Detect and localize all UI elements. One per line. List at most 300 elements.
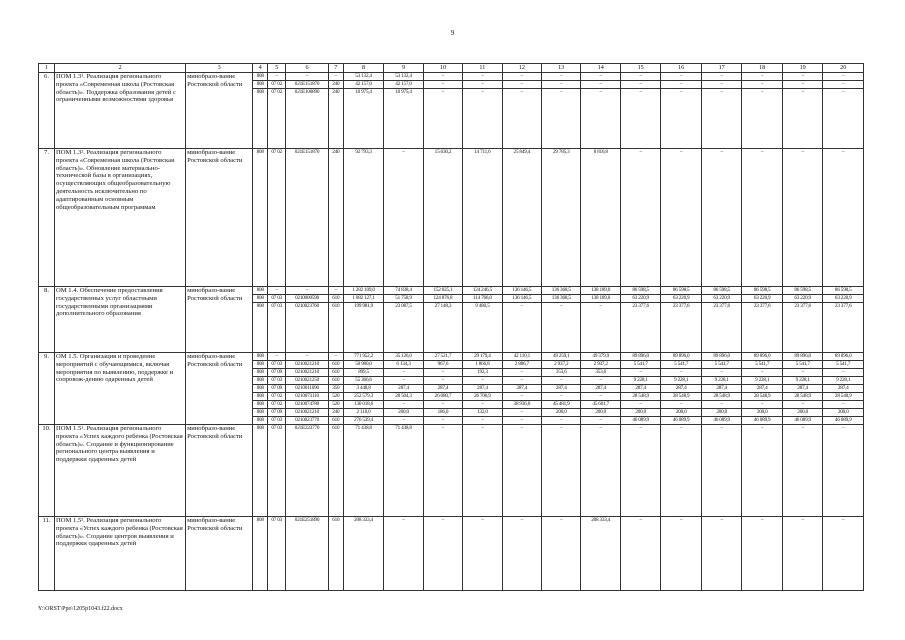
value-cell: 252 579,3	[343, 393, 384, 401]
header-cell: 2	[54, 64, 185, 73]
value-cell: 610	[328, 369, 343, 377]
value-cell: 10 975,4	[343, 89, 384, 149]
header-cell: 1	[39, 64, 55, 73]
value-cell: 23 377,6	[782, 303, 823, 353]
value-cell: 63 220,9	[661, 295, 702, 303]
value-cell: 27 521,7	[423, 353, 462, 361]
table-row	[39, 425, 864, 517]
value-cell: 63 220,9	[620, 295, 661, 303]
value-cell: 25 849,4	[502, 149, 541, 287]
value-cell: 5 541,7	[661, 361, 702, 369]
value-cell: –	[782, 401, 823, 409]
value-cell: –	[742, 369, 783, 377]
program-name: ПОМ 1.5². Реализация регионального проекта «Успех каждого ребенка (Ростовская область)». Создание центров выявления и поддержки одаренных детей	[54, 517, 185, 591]
value-cell: 6 134,3	[384, 361, 423, 369]
value-cell: 1 082 127,1	[343, 295, 384, 303]
value-cell: 021E151870	[286, 81, 329, 89]
value-cell: –	[384, 149, 423, 287]
value-cell: –	[782, 73, 823, 81]
value-cell: 3 448,8	[343, 385, 384, 393]
value-cell: –	[742, 517, 783, 591]
value-cell: –	[423, 89, 462, 149]
value-cell: 1 866,8	[463, 361, 502, 369]
value-cell: 07 03	[268, 517, 286, 591]
value-cell: 28 548,9	[701, 393, 742, 401]
value-cell: 771 952,2	[343, 353, 384, 361]
value-cell: 186,0	[423, 409, 462, 417]
value-cell: –	[823, 401, 864, 409]
value-cell: 136 368,5	[542, 287, 581, 295]
header-cell: 5	[268, 64, 286, 73]
value-cell: –	[463, 401, 502, 409]
value-cell: 808	[253, 393, 268, 401]
value-cell: –	[742, 73, 783, 81]
program-name: ПОМ 1.3¹. Реализация регионального проекта «Современная школа (Ростовская область)». Поддержка образования детей с ограниченными возможностями здоровья	[54, 73, 185, 149]
value-cell: –	[384, 377, 423, 385]
value-cell: 520	[328, 393, 343, 401]
value-cell: 200,0	[782, 409, 823, 417]
value-cell: –	[661, 369, 702, 377]
value-cell: 46 089,9	[620, 417, 661, 425]
value-cell: 07 02	[268, 149, 286, 287]
value-cell: 130 018,6	[343, 401, 384, 409]
value-cell: 808	[253, 401, 268, 409]
value-cell: 136 146,5	[502, 287, 541, 295]
value-cell: 021E100890	[286, 89, 329, 149]
header-cell: 13	[542, 64, 581, 73]
header-row	[39, 64, 864, 73]
value-cell: –	[384, 369, 423, 377]
value-cell: 5 541,7	[620, 361, 661, 369]
value-cell: 45 481,9	[542, 401, 581, 409]
value-cell: –	[384, 517, 423, 591]
value-cell: –	[581, 89, 620, 149]
value-cell: –	[542, 417, 581, 425]
value-cell: 200,0	[620, 409, 661, 417]
value-cell: –	[701, 81, 742, 89]
value-cell: 07 02	[268, 401, 286, 409]
header-cell: 6	[286, 64, 329, 73]
value-cell: –	[782, 517, 823, 591]
header-cell: 15	[620, 64, 661, 73]
value-cell: 86 598,5	[823, 287, 864, 295]
value-cell: 192,3	[463, 369, 502, 377]
value-cell: 46 089,9	[661, 417, 702, 425]
value-cell: –	[620, 89, 661, 149]
program-name: ОМ 1.5. Организация и проведение мероприятий с обучающимися, включая мероприятия по выявлению, поддержке и сопровож-дению одаренных детей	[54, 353, 185, 425]
value-cell: 29 785,3	[542, 149, 581, 287]
value-cell: 0210023760	[286, 303, 329, 353]
value-cell: –	[823, 81, 864, 89]
value-cell: –	[620, 149, 661, 287]
value-cell: –	[661, 81, 702, 89]
value-cell: 9 228,1	[620, 377, 661, 385]
value-cell: –	[542, 377, 581, 385]
value-cell: –	[701, 517, 742, 591]
value-cell: 208 333,4	[581, 517, 620, 591]
value-cell: –	[463, 517, 502, 591]
table-row	[39, 287, 864, 295]
value-cell: 23 377,6	[620, 303, 661, 353]
value-cell: 5 541,7	[823, 361, 864, 369]
value-cell: 276 539,4	[343, 417, 384, 425]
value-cell: 287,4	[463, 385, 502, 393]
value-cell: –	[742, 149, 783, 287]
value-cell: –	[782, 425, 823, 517]
value-cell: –	[542, 89, 581, 149]
value-cell: 86 598,5	[661, 287, 702, 295]
value-cell: 28 548,9	[782, 393, 823, 401]
value-cell: 2 937,2	[581, 361, 620, 369]
value-cell: –	[823, 89, 864, 149]
value-cell: –	[502, 303, 541, 353]
value-cell: –	[782, 81, 823, 89]
value-cell: 350	[328, 385, 343, 393]
value-cell: 46 089,9	[742, 417, 783, 425]
value-cell: 808	[253, 303, 268, 353]
value-cell: –	[423, 417, 462, 425]
value-cell: 124 246,5	[463, 287, 502, 295]
value-cell: 5 541,7	[782, 361, 823, 369]
value-cell: –	[701, 73, 742, 81]
value-cell: 86 598,5	[620, 287, 661, 295]
value-cell: –	[463, 417, 502, 425]
value-cell: 200,0	[742, 409, 783, 417]
value-cell: 808	[253, 89, 268, 149]
value-cell: 610	[328, 517, 343, 591]
value-cell: 5 541,7	[742, 361, 783, 369]
value-cell: 240	[328, 81, 343, 89]
value-cell: –	[782, 89, 823, 149]
header-cell: 4	[253, 64, 268, 73]
value-cell: 287,4	[581, 385, 620, 393]
program-name: ПОМ 1.5¹. Реализация регионального проекта «Успех каждого ребенка (Ростовская область)». Создание и функционирование регионального центра выявления и поддержки одаренных детей	[54, 425, 185, 517]
value-cell: –	[661, 89, 702, 149]
value-cell: 55 366,6	[343, 377, 384, 385]
value-cell: –	[661, 149, 702, 287]
value-cell: 14 711,6	[463, 149, 502, 287]
value-cell: 49 259,1	[542, 353, 581, 361]
value-cell: –	[384, 417, 423, 425]
value-cell: 287,4	[542, 385, 581, 393]
value-cell: 23 377,6	[823, 303, 864, 353]
value-cell: 07 03	[268, 417, 286, 425]
header-cell: 8	[343, 64, 384, 73]
value-cell: 287,4	[782, 385, 823, 393]
value-cell: 200,0	[661, 409, 702, 417]
value-cell: 021E251890	[286, 517, 329, 591]
value-cell: 132,0	[463, 409, 502, 417]
value-cell: 899,5	[343, 369, 384, 377]
value-cell: –	[742, 425, 783, 517]
value-cell: 23 377,6	[742, 303, 783, 353]
value-cell: 07 03	[268, 377, 286, 385]
value-cell: 07 09	[268, 385, 286, 393]
value-cell: –	[328, 73, 343, 81]
value-cell: 26 080,7	[423, 393, 462, 401]
value-cell: 63 220,9	[782, 295, 823, 303]
value-cell: 28 504,3	[384, 393, 423, 401]
header-cell: 18	[742, 64, 783, 73]
value-cell: 0210021210	[286, 361, 329, 369]
value-cell: 2 886,7	[502, 361, 541, 369]
value-cell: –	[701, 425, 742, 517]
header-cell: 9	[384, 64, 423, 73]
executor: минобразо-вание Ростовской области	[186, 353, 253, 425]
budget-table	[38, 63, 864, 591]
value-cell: 520	[328, 401, 343, 409]
value-cell: 124 876,8	[423, 295, 462, 303]
value-cell: 287,4	[701, 385, 742, 393]
value-cell: 46 089,9	[823, 417, 864, 425]
value-cell: 610	[328, 303, 343, 353]
value-cell: –	[542, 393, 581, 401]
value-cell: 45 601,7	[581, 401, 620, 409]
value-cell: –	[823, 149, 864, 287]
value-cell: 353,6	[542, 369, 581, 377]
header-cell: 19	[782, 64, 823, 73]
value-cell: 9 228,1	[701, 377, 742, 385]
value-cell: 808	[253, 353, 268, 361]
value-cell: 0210073110	[286, 393, 329, 401]
value-cell: –	[661, 73, 702, 81]
value-cell: –	[701, 149, 742, 287]
value-cell: –	[423, 401, 462, 409]
row-number: 10.	[39, 425, 55, 517]
value-cell: –	[542, 517, 581, 591]
value-cell: 9 228,1	[782, 377, 823, 385]
value-cell: –	[701, 369, 742, 377]
value-cell: –	[581, 73, 620, 81]
value-cell: –	[268, 287, 286, 295]
value-cell: –	[581, 425, 620, 517]
value-cell: 42 157,0	[343, 81, 384, 89]
value-cell: 50 980,0	[343, 361, 384, 369]
value-cell: 2 118,0	[343, 409, 384, 417]
value-cell: 5 541,7	[701, 361, 742, 369]
header-cell: 14	[581, 64, 620, 73]
header-cell: 17	[701, 64, 742, 73]
value-cell: 86 598,5	[701, 287, 742, 295]
value-cell: 353,6	[581, 369, 620, 377]
value-cell: 89 896,0	[661, 353, 702, 361]
value-cell: –	[782, 369, 823, 377]
table-row	[39, 149, 864, 287]
value-cell: 38 936,0	[502, 401, 541, 409]
table-row	[39, 353, 864, 361]
value-cell: 71 438,8	[343, 425, 384, 517]
value-cell: –	[463, 73, 502, 81]
value-cell: –	[620, 517, 661, 591]
value-cell: 8 816,8	[581, 149, 620, 287]
value-cell: –	[701, 401, 742, 409]
value-cell: 07 03	[268, 295, 286, 303]
value-cell: –	[268, 73, 286, 81]
value-cell: 136 368,5	[542, 295, 581, 303]
value-cell: 23 377,6	[701, 303, 742, 353]
value-cell: 808	[253, 385, 268, 393]
value-cell: 0210021210	[286, 409, 329, 417]
value-cell: –	[620, 81, 661, 89]
value-cell: 89 896,0	[701, 353, 742, 361]
value-cell: –	[286, 287, 329, 295]
value-cell: –	[423, 517, 462, 591]
value-cell: 28 548,9	[742, 393, 783, 401]
value-cell: 136 146,5	[502, 295, 541, 303]
value-cell: –	[620, 369, 661, 377]
value-cell: 86 598,5	[742, 287, 783, 295]
value-cell: 53 132,4	[384, 73, 423, 81]
value-cell: 200,0	[823, 409, 864, 417]
value-cell: 287,4	[742, 385, 783, 393]
value-cell: 199 981,9	[343, 303, 384, 353]
value-cell: 0210000590	[286, 295, 329, 303]
value-cell: –	[823, 517, 864, 591]
value-cell: 152 025,1	[423, 287, 462, 295]
value-cell: 53 132,4	[343, 73, 384, 81]
value-cell: 200,0	[581, 409, 620, 417]
value-cell: –	[581, 377, 620, 385]
value-cell: 138 189,0	[581, 295, 620, 303]
value-cell: –	[423, 73, 462, 81]
value-cell: 287,4	[423, 385, 462, 393]
value-cell: –	[661, 517, 702, 591]
row-number: 11.	[39, 517, 55, 591]
value-cell: –	[502, 393, 541, 401]
value-cell: 07 03	[268, 361, 286, 369]
value-cell: –	[581, 393, 620, 401]
value-cell: –	[742, 401, 783, 409]
value-cell: 63 220,9	[701, 295, 742, 303]
value-cell: 89 896,0	[742, 353, 783, 361]
value-cell: –	[823, 369, 864, 377]
value-cell: 610	[328, 425, 343, 517]
value-cell: –	[502, 89, 541, 149]
value-cell: 021E151870	[286, 149, 329, 287]
header-cell: 16	[661, 64, 702, 73]
value-cell: 26 700,9	[463, 393, 502, 401]
value-cell: 07 03	[268, 303, 286, 353]
value-cell: 89 896,0	[782, 353, 823, 361]
value-cell: 808	[253, 425, 268, 517]
value-cell: 27 148,3	[423, 303, 462, 353]
value-cell: 610	[328, 361, 343, 369]
value-cell: –	[742, 89, 783, 149]
value-cell: 89 896,0	[620, 353, 661, 361]
value-cell: –	[328, 287, 343, 295]
value-cell: 021E223770	[286, 425, 329, 517]
value-cell: 92 793,3	[343, 149, 384, 287]
value-cell: –	[423, 425, 462, 517]
value-cell: 9 228,1	[823, 377, 864, 385]
value-cell: –	[423, 377, 462, 385]
value-cell: –	[502, 73, 541, 81]
value-cell: 287,4	[620, 385, 661, 393]
value-cell: 287,4	[384, 385, 423, 393]
program-name: ПОМ 1.3². Реализация регионального проекта «Современная школа (Ростовская область)». Обновление материально-технической базы в организациях, осуществляющих общеобразовательную деятельность исключительно по адаптированным основным общеобразовательным программам	[54, 149, 185, 287]
value-cell: 1 282 109,0	[343, 287, 384, 295]
value-cell: 240	[328, 409, 343, 417]
value-cell: 138 189,0	[581, 287, 620, 295]
value-cell: 0210023770	[286, 417, 329, 425]
value-cell: 9 480,5	[463, 303, 502, 353]
value-cell: 808	[253, 417, 268, 425]
executor: минобразо-вание Ростовской области	[186, 73, 253, 149]
value-cell: –	[502, 369, 541, 377]
row-number: 9.	[39, 353, 55, 425]
page-number: 9	[450, 29, 455, 37]
value-cell: 0210021210	[286, 369, 329, 377]
header-cell: 3	[186, 64, 253, 73]
value-cell: 71 438,8	[384, 425, 423, 517]
value-cell: –	[620, 73, 661, 81]
header-cell: 20	[823, 64, 864, 73]
value-cell: 28 548,9	[823, 393, 864, 401]
executor: минобразо-вание Ростовской области	[186, 149, 253, 287]
value-cell: –	[463, 377, 502, 385]
value-cell: 808	[253, 295, 268, 303]
header-cell: 11	[463, 64, 502, 73]
table-row	[39, 517, 864, 591]
value-cell: 46 089,9	[782, 417, 823, 425]
value-cell: –	[823, 425, 864, 517]
value-cell: 07 09	[268, 369, 286, 377]
header-cell: 10	[423, 64, 462, 73]
value-cell: 49 379,9	[581, 353, 620, 361]
value-cell: 610	[328, 417, 343, 425]
value-cell: 200,0	[384, 409, 423, 417]
value-cell: –	[502, 425, 541, 517]
value-cell: 63 220,9	[823, 295, 864, 303]
value-cell: –	[502, 377, 541, 385]
value-cell: –	[502, 417, 541, 425]
header-cell: 12	[502, 64, 541, 73]
value-cell: 9 228,1	[742, 377, 783, 385]
value-cell: 808	[253, 81, 268, 89]
value-cell: –	[581, 303, 620, 353]
value-cell: 15 630,2	[423, 149, 462, 287]
value-cell: 07 02	[268, 89, 286, 149]
value-cell: –	[384, 401, 423, 409]
value-cell: –	[502, 81, 541, 89]
value-cell: 28 548,9	[620, 393, 661, 401]
value-cell: 86 598,5	[782, 287, 823, 295]
value-cell: –	[502, 517, 541, 591]
value-cell: 07 03	[268, 425, 286, 517]
value-cell: 114 766,0	[463, 295, 502, 303]
row-number: 7.	[39, 149, 55, 287]
value-cell: –	[620, 425, 661, 517]
value-cell: –	[542, 425, 581, 517]
value-cell: –	[502, 409, 541, 417]
value-cell: 967,6	[423, 361, 462, 369]
footer-file-path: Y:\ORST\Ppo\1205p1043.f22.docx	[38, 606, 123, 612]
value-cell: 808	[253, 409, 268, 417]
value-cell: 51 758,9	[384, 295, 423, 303]
value-cell: –	[661, 401, 702, 409]
value-cell: –	[423, 81, 462, 89]
value-cell: –	[268, 353, 286, 361]
value-cell: –	[661, 425, 702, 517]
value-cell: –	[742, 81, 783, 89]
value-cell: –	[542, 73, 581, 81]
header-cell: 7	[328, 64, 343, 73]
value-cell: –	[286, 73, 329, 81]
value-cell: 240	[328, 89, 343, 149]
value-cell: 610	[328, 295, 343, 303]
value-cell: 23 377,6	[661, 303, 702, 353]
value-cell: 808	[253, 73, 268, 81]
